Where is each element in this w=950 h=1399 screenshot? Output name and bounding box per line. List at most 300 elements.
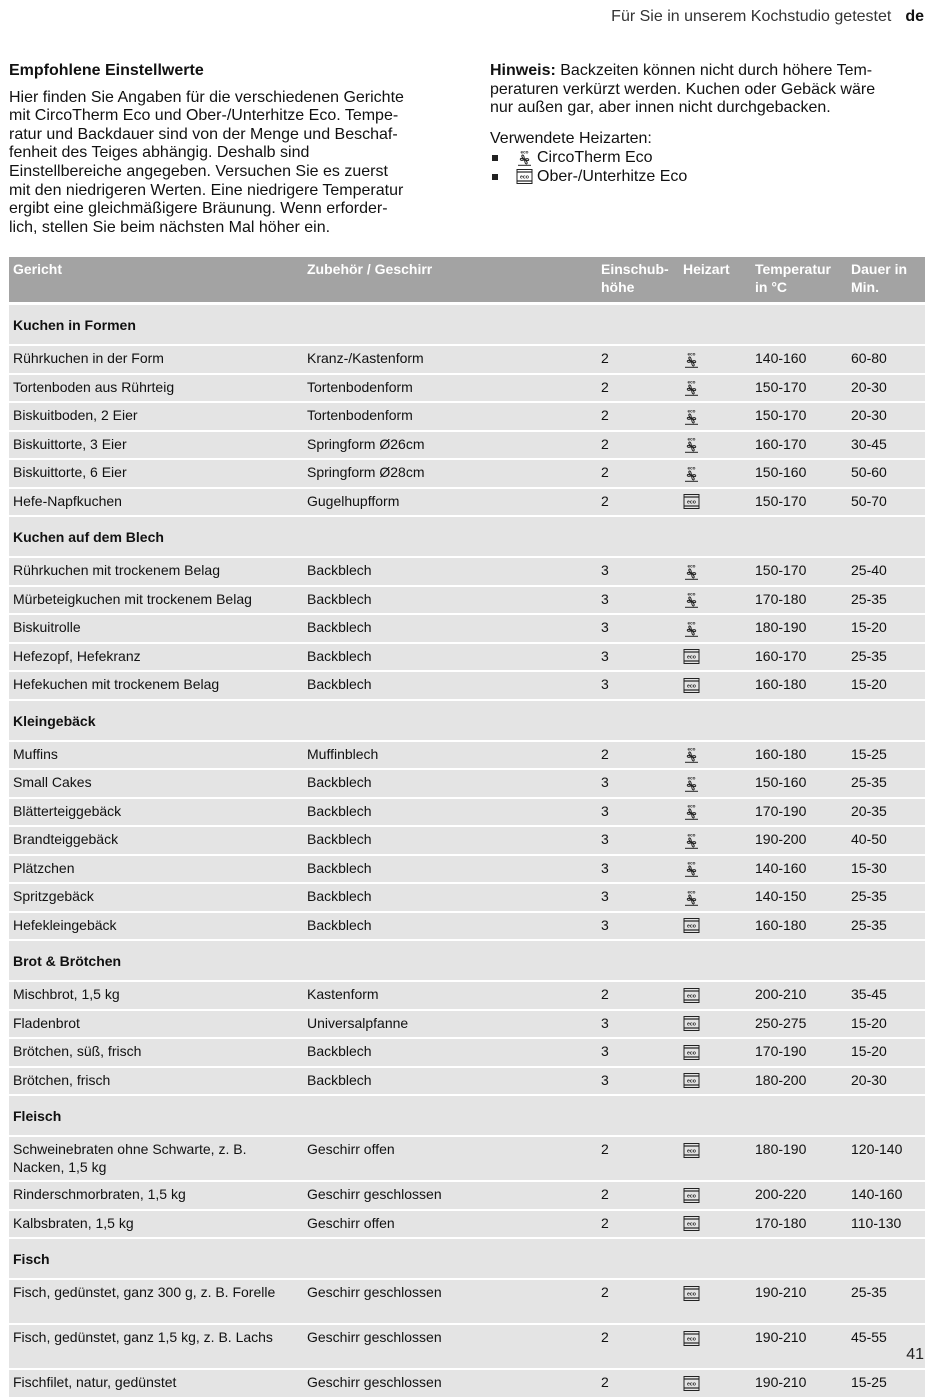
ober-unterhitze-eco-icon	[683, 1142, 700, 1159]
cell-einschubhoehe: 3	[597, 1067, 679, 1096]
cell-temperatur: 150-160	[751, 459, 847, 488]
cell-gericht: Small Cakes	[9, 769, 303, 798]
cell-dauer: 15-20	[847, 671, 925, 700]
cell-dauer: 25-35	[847, 883, 925, 912]
cell-gericht: Biskuittorte, 3 Eier	[9, 431, 303, 460]
intro-heading: Empfohlene Einstellwerte	[9, 62, 204, 79]
heat-type-item	[490, 167, 920, 186]
cell-zubehoer: Geschirr offen	[303, 1136, 597, 1181]
cell-heizart	[679, 912, 751, 941]
intro-line: fenheit des Teiges abhängig. Deshalb sind	[9, 144, 310, 162]
cell-heizart	[679, 614, 751, 643]
svg-text:eco: eco	[687, 775, 696, 781]
svg-text:eco: eco	[687, 860, 696, 866]
cell-heizart	[679, 1324, 751, 1369]
cell-zubehoer: Geschirr geschlossen	[303, 1369, 597, 1398]
cell-gericht: Schweinebraten ohne Schwarte, z. B. Nacken, 1,5 kg	[9, 1136, 303, 1181]
cell-zubehoer: Backblech	[303, 614, 597, 643]
cell-gericht: Hefekleingebäck	[9, 912, 303, 941]
cell-einschubhoehe: 3	[597, 855, 679, 884]
cell-gericht: Rührkuchen in der Form	[9, 345, 303, 374]
section-title: Brot & Brötchen	[9, 940, 925, 981]
header-zubehoer: Zubehör / Geschirr	[303, 257, 597, 304]
cell-temperatur: 190-200	[751, 826, 847, 855]
language-code: de	[905, 8, 924, 25]
section-title: Kuchen auf dem Blech	[9, 516, 925, 557]
cell-temperatur: 180-200	[751, 1067, 847, 1096]
cell-gericht: Plätzchen	[9, 855, 303, 884]
table-row	[9, 459, 925, 488]
cell-zubehoer: Tortenbodenform	[303, 374, 597, 403]
svg-text:eco: eco	[687, 436, 696, 442]
settings-table	[9, 257, 925, 1399]
svg-text:eco: eco	[520, 174, 529, 181]
circotherm-eco-icon	[683, 832, 700, 849]
cell-temperatur: 160-170	[751, 643, 847, 672]
cell-zubehoer: Backblech	[303, 826, 597, 855]
svg-text:eco: eco	[687, 1381, 696, 1388]
cell-zubehoer: Geschirr geschlossen	[303, 1324, 597, 1369]
circotherm-eco-icon	[683, 803, 700, 820]
cell-zubehoer: Backblech	[303, 1067, 597, 1096]
heat-types-title: Verwendete Heizarten:	[490, 129, 652, 147]
circotherm-eco-icon	[683, 351, 700, 368]
cell-temperatur: 200-220	[751, 1181, 847, 1210]
cell-heizart	[679, 1369, 751, 1398]
svg-text:eco: eco	[687, 1193, 696, 1200]
cell-einschubhoehe: 2	[597, 1136, 679, 1181]
intro-section	[9, 62, 449, 237]
svg-text:eco: eco	[687, 654, 696, 661]
cell-gericht: Rinderschmorbraten, 1,5 kg	[9, 1181, 303, 1210]
cell-zubehoer: Backblech	[303, 671, 597, 700]
svg-text:eco: eco	[687, 993, 696, 1000]
cell-dauer: 45-55	[847, 1324, 925, 1369]
svg-text:eco: eco	[687, 1291, 696, 1298]
heat-type-label: CircoTherm Eco	[537, 148, 653, 166]
cell-zubehoer: Backblech	[303, 769, 597, 798]
svg-text:eco: eco	[687, 1148, 696, 1155]
table-row	[9, 1369, 925, 1398]
intro-line: lich, stellen Sie beim nächsten Mal höher ein.	[9, 218, 331, 236]
table-row	[9, 1067, 925, 1096]
circotherm-eco-icon	[683, 620, 700, 637]
circotherm-eco-icon	[683, 591, 700, 608]
cell-einschubhoehe: 3	[597, 826, 679, 855]
cell-temperatur: 150-160	[751, 769, 847, 798]
cell-einschubhoehe: 2	[597, 459, 679, 488]
section-row	[9, 516, 925, 557]
cell-temperatur: 160-180	[751, 912, 847, 941]
ober-unterhitze-eco-icon	[683, 1015, 700, 1032]
cell-gericht: Mischbrot, 1,5 kg	[9, 981, 303, 1010]
cell-einschubhoehe: 2	[597, 431, 679, 460]
cell-gericht: Fisch, gedünstet, ganz 300 g, z. B. Forelle	[9, 1279, 303, 1324]
cell-temperatur: 140-150	[751, 883, 847, 912]
cell-heizart	[679, 1136, 751, 1181]
cell-heizart	[679, 883, 751, 912]
table-row	[9, 1279, 925, 1324]
cell-einschubhoehe: 2	[597, 1369, 679, 1398]
svg-text:eco: eco	[687, 832, 696, 838]
svg-text:eco: eco	[687, 1336, 696, 1343]
cell-zubehoer: Kranz-/Kastenform	[303, 345, 597, 374]
section-title: Kleingebäck	[9, 700, 925, 741]
cell-einschubhoehe: 3	[597, 769, 679, 798]
svg-text:eco: eco	[687, 465, 696, 471]
svg-text:eco: eco	[687, 1021, 696, 1028]
cell-temperatur: 150-170	[751, 557, 847, 586]
cell-zubehoer: Springform Ø26cm	[303, 431, 597, 460]
cell-dauer: 15-30	[847, 855, 925, 884]
circotherm-eco-icon	[683, 563, 700, 580]
cell-heizart	[679, 1181, 751, 1210]
cell-einschubhoehe: 3	[597, 798, 679, 827]
svg-text:eco: eco	[687, 351, 696, 357]
section-row	[9, 1238, 925, 1279]
header-dauer: Dauer in Min.	[847, 257, 925, 304]
cell-heizart	[679, 981, 751, 1010]
table-row	[9, 614, 925, 643]
cell-temperatur: 140-160	[751, 345, 847, 374]
cell-dauer: 20-35	[847, 798, 925, 827]
cell-heizart	[679, 488, 751, 517]
ober-unterhitze-eco-icon	[683, 1215, 700, 1232]
cell-dauer: 25-40	[847, 557, 925, 586]
cell-einschubhoehe: 2	[597, 1181, 679, 1210]
cell-gericht: Fisch, gedünstet, ganz 1,5 kg, z. B. Lachs	[9, 1324, 303, 1369]
cell-heizart	[679, 643, 751, 672]
note-label: Hinweis:	[490, 62, 556, 79]
cell-einschubhoehe: 3	[597, 883, 679, 912]
header-temperatur: Temperatur in °C	[751, 257, 847, 304]
header-heizart: Heizart	[679, 257, 751, 304]
cell-heizart	[679, 1010, 751, 1039]
table-header-row	[9, 257, 925, 304]
intro-line: Einstellbereiche angegeben. Versuchen Sie es zuerst	[9, 162, 388, 180]
section-title: Kuchen in Formen	[9, 304, 925, 346]
cell-einschubhoehe: 3	[597, 557, 679, 586]
circotherm-eco-icon	[683, 436, 700, 453]
section-row	[9, 940, 925, 981]
ober-unterhitze-eco-icon	[683, 677, 700, 694]
table-row	[9, 912, 925, 941]
cell-dauer: 120-140	[847, 1136, 925, 1181]
intro-line: mit den niedrigeren Werten. Eine niedrigere Temperatur	[9, 181, 404, 199]
cell-zubehoer: Universalpfanne	[303, 1010, 597, 1039]
intro-body	[9, 89, 449, 238]
table-row	[9, 855, 925, 884]
circotherm-eco-icon	[516, 149, 533, 166]
cell-einschubhoehe: 3	[597, 1038, 679, 1067]
cell-zubehoer: Tortenbodenform	[303, 402, 597, 431]
table-row	[9, 557, 925, 586]
cell-einschubhoehe: 2	[597, 1279, 679, 1324]
cell-dauer: 25-35	[847, 586, 925, 615]
note-line: peraturen verkürzt werden. Kuchen oder Gebäck wäre	[490, 80, 876, 98]
cell-einschubhoehe: 2	[597, 488, 679, 517]
cell-einschubhoehe: 2	[597, 981, 679, 1010]
cell-temperatur: 150-170	[751, 488, 847, 517]
cell-gericht: Hefezopf, Hefekranz	[9, 643, 303, 672]
cell-dauer: 25-35	[847, 912, 925, 941]
cell-dauer: 30-45	[847, 431, 925, 460]
cell-dauer: 15-25	[847, 741, 925, 770]
cell-dauer: 50-60	[847, 459, 925, 488]
ober-unterhitze-eco-icon	[683, 1187, 700, 1204]
ober-unterhitze-eco-icon	[683, 1285, 700, 1302]
cell-temperatur: 150-170	[751, 402, 847, 431]
table-row	[9, 374, 925, 403]
cell-heizart	[679, 798, 751, 827]
cell-heizart	[679, 459, 751, 488]
cell-gericht: Rührkuchen mit trockenem Belag	[9, 557, 303, 586]
ober-unterhitze-eco-icon	[683, 648, 700, 665]
cell-gericht: Blätterteiggebäck	[9, 798, 303, 827]
table-row	[9, 345, 925, 374]
cell-temperatur: 160-180	[751, 671, 847, 700]
cell-zubehoer: Geschirr geschlossen	[303, 1181, 597, 1210]
cell-zubehoer: Geschirr geschlossen	[303, 1279, 597, 1324]
bullet-icon	[492, 174, 498, 180]
cell-einschubhoehe: 3	[597, 643, 679, 672]
cell-dauer: 15-25	[847, 1369, 925, 1398]
bullet-icon	[492, 155, 498, 161]
cell-temperatur: 250-275	[751, 1010, 847, 1039]
cell-heizart	[679, 1279, 751, 1324]
svg-text:eco: eco	[687, 499, 696, 506]
cell-dauer: 60-80	[847, 345, 925, 374]
header-gericht: Gericht	[9, 257, 303, 304]
svg-text:eco: eco	[687, 923, 696, 930]
section-title: Fleisch	[9, 1095, 925, 1136]
header-title: Für Sie in unserem Kochstudio getestet	[611, 8, 892, 25]
circotherm-eco-icon	[683, 775, 700, 792]
section-row	[9, 700, 925, 741]
cell-gericht: Fladenbrot	[9, 1010, 303, 1039]
cell-gericht: Fischfilet, natur, gedünstet	[9, 1369, 303, 1398]
cell-gericht: Brötchen, frisch	[9, 1067, 303, 1096]
cell-einschubhoehe: 2	[597, 374, 679, 403]
table-row	[9, 741, 925, 770]
svg-text:eco: eco	[687, 803, 696, 809]
cell-heizart	[679, 345, 751, 374]
ober-unterhitze-eco-icon	[683, 1375, 700, 1392]
cell-heizart	[679, 769, 751, 798]
cell-einschubhoehe: 2	[597, 1210, 679, 1239]
ober-unterhitze-eco-icon	[683, 1330, 700, 1347]
svg-text:eco: eco	[687, 746, 696, 752]
cell-temperatur: 180-190	[751, 614, 847, 643]
note-section	[490, 62, 920, 186]
cell-dauer: 15-20	[847, 1038, 925, 1067]
cell-zubehoer: Backblech	[303, 557, 597, 586]
cell-einschubhoehe: 3	[597, 586, 679, 615]
table-row	[9, 586, 925, 615]
table-row	[9, 981, 925, 1010]
section-title: Fisch	[9, 1238, 925, 1279]
page-number: 41	[906, 1346, 924, 1363]
svg-text:eco: eco	[687, 563, 696, 569]
cell-heizart	[679, 431, 751, 460]
cell-heizart	[679, 855, 751, 884]
cell-gericht: Biskuitrolle	[9, 614, 303, 643]
cell-zubehoer: Springform Ø28cm	[303, 459, 597, 488]
cell-zubehoer: Backblech	[303, 643, 597, 672]
table-body	[9, 304, 925, 1398]
cell-dauer: 25-35	[847, 1279, 925, 1324]
cell-temperatur: 180-190	[751, 1136, 847, 1181]
svg-text:eco: eco	[687, 379, 696, 385]
cell-dauer: 25-35	[847, 643, 925, 672]
ober-unterhitze-eco-icon	[683, 1072, 700, 1089]
cell-einschubhoehe: 2	[597, 1324, 679, 1369]
ober-unterhitze-eco-icon	[683, 493, 700, 510]
cell-temperatur: 170-180	[751, 586, 847, 615]
circotherm-eco-icon	[683, 889, 700, 906]
cell-gericht: Brötchen, süß, frisch	[9, 1038, 303, 1067]
cell-temperatur: 190-210	[751, 1324, 847, 1369]
cell-gericht: Brandteiggebäck	[9, 826, 303, 855]
cell-temperatur: 140-160	[751, 855, 847, 884]
table-row	[9, 1324, 925, 1369]
cell-heizart	[679, 1038, 751, 1067]
cell-einschubhoehe: 2	[597, 741, 679, 770]
cell-heizart	[679, 1210, 751, 1239]
cell-gericht: Hefekuchen mit trockenem Belag	[9, 671, 303, 700]
cell-temperatur: 200-210	[751, 981, 847, 1010]
cell-dauer: 20-30	[847, 1067, 925, 1096]
cell-heizart	[679, 402, 751, 431]
cell-zubehoer: Muffinblech	[303, 741, 597, 770]
cell-einschubhoehe: 2	[597, 345, 679, 374]
svg-text:eco: eco	[687, 683, 696, 690]
table-row	[9, 826, 925, 855]
cell-dauer: 15-20	[847, 614, 925, 643]
cell-temperatur: 190-210	[751, 1369, 847, 1398]
cell-gericht: Tortenboden aus Rührteig	[9, 374, 303, 403]
cell-heizart	[679, 741, 751, 770]
cell-einschubhoehe: 3	[597, 1010, 679, 1039]
cell-heizart	[679, 374, 751, 403]
cell-heizart	[679, 826, 751, 855]
cell-einschubhoehe: 3	[597, 614, 679, 643]
svg-text:eco: eco	[687, 408, 696, 414]
cell-dauer: 50-70	[847, 488, 925, 517]
intro-line: mit CircoTherm Eco und Ober-/Unterhitze Eco. Tempe-	[9, 107, 399, 125]
intro-line: ratur und Backdauer sind von der Menge und Beschaf-	[9, 125, 398, 143]
svg-text:eco: eco	[687, 889, 696, 895]
header-einschubhoehe: Einschub- höhe	[597, 257, 679, 304]
cell-zubehoer: Backblech	[303, 855, 597, 884]
cell-temperatur: 190-210	[751, 1279, 847, 1324]
intro-line: ergibt eine gleichmäßigere Bräunung. Wenn erforder-	[9, 200, 388, 218]
note-text	[490, 62, 920, 118]
note-line: Backzeiten können nicht durch höhere Tem-	[555, 62, 873, 79]
cell-heizart	[679, 586, 751, 615]
section-row	[9, 1095, 925, 1136]
table-row	[9, 1136, 925, 1181]
table-row	[9, 1038, 925, 1067]
table-row	[9, 431, 925, 460]
cell-gericht: Hefe-Napfkuchen	[9, 488, 303, 517]
cell-zubehoer: Backblech	[303, 1038, 597, 1067]
cell-einschubhoehe: 3	[597, 671, 679, 700]
circotherm-eco-icon	[683, 379, 700, 396]
cell-dauer: 140-160	[847, 1181, 925, 1210]
heat-types-list	[490, 148, 920, 186]
cell-dauer: 20-30	[847, 402, 925, 431]
cell-gericht: Muffins	[9, 741, 303, 770]
cell-heizart	[679, 1067, 751, 1096]
table-row	[9, 671, 925, 700]
table-row	[9, 402, 925, 431]
cell-einschubhoehe: 2	[597, 402, 679, 431]
cell-gericht: Mürbeteigkuchen mit trockenem Belag	[9, 586, 303, 615]
cell-temperatur: 160-170	[751, 431, 847, 460]
table-row	[9, 883, 925, 912]
cell-zubehoer: Backblech	[303, 798, 597, 827]
table-row	[9, 1210, 925, 1239]
ober-unterhitze-eco-icon	[683, 917, 700, 934]
table-row	[9, 488, 925, 517]
cell-temperatur: 170-180	[751, 1210, 847, 1239]
cell-heizart	[679, 557, 751, 586]
cell-zubehoer: Backblech	[303, 883, 597, 912]
cell-temperatur: 160-180	[751, 741, 847, 770]
svg-text:eco: eco	[687, 591, 696, 597]
circotherm-eco-icon	[683, 408, 700, 425]
cell-dauer: 20-30	[847, 374, 925, 403]
svg-text:eco: eco	[687, 1078, 696, 1085]
cell-temperatur: 170-190	[751, 798, 847, 827]
cell-dauer: 35-45	[847, 981, 925, 1010]
cell-zubehoer: Backblech	[303, 586, 597, 615]
cell-dauer: 15-20	[847, 1010, 925, 1039]
section-row	[9, 304, 925, 346]
table-row	[9, 769, 925, 798]
cell-temperatur: 150-170	[751, 374, 847, 403]
intro-line: Hier finden Sie Angaben für die verschiedenen Gerichte	[9, 88, 404, 106]
circotherm-eco-icon	[683, 860, 700, 877]
ober-unterhitze-eco-icon	[683, 987, 700, 1004]
cell-temperatur: 170-190	[751, 1038, 847, 1067]
table-row	[9, 1010, 925, 1039]
cell-gericht: Biskuitboden, 2 Eier	[9, 402, 303, 431]
cell-zubehoer: Geschirr offen	[303, 1210, 597, 1239]
ober-unterhitze-eco-icon	[683, 1044, 700, 1061]
svg-text:eco: eco	[520, 149, 529, 155]
heat-type-label: Ober-/Unterhitze Eco	[537, 167, 688, 185]
cell-dauer: 110-130	[847, 1210, 925, 1239]
table-row	[9, 643, 925, 672]
cell-zubehoer: Kastenform	[303, 981, 597, 1010]
page-header	[611, 8, 924, 26]
cell-dauer: 25-35	[847, 769, 925, 798]
heat-type-item	[490, 148, 920, 167]
circotherm-eco-icon	[683, 746, 700, 763]
cell-heizart	[679, 671, 751, 700]
table-row	[9, 1181, 925, 1210]
note-line: nur außen gar, aber innen nicht durchgebacken.	[490, 99, 831, 117]
cell-gericht: Biskuittorte, 6 Eier	[9, 459, 303, 488]
svg-text:eco: eco	[687, 620, 696, 626]
cell-zubehoer: Gugelhupfform	[303, 488, 597, 517]
table-row	[9, 798, 925, 827]
ober-unterhitze-eco-icon	[516, 168, 533, 185]
cell-gericht: Spritzgebäck	[9, 883, 303, 912]
cell-zubehoer: Backblech	[303, 912, 597, 941]
